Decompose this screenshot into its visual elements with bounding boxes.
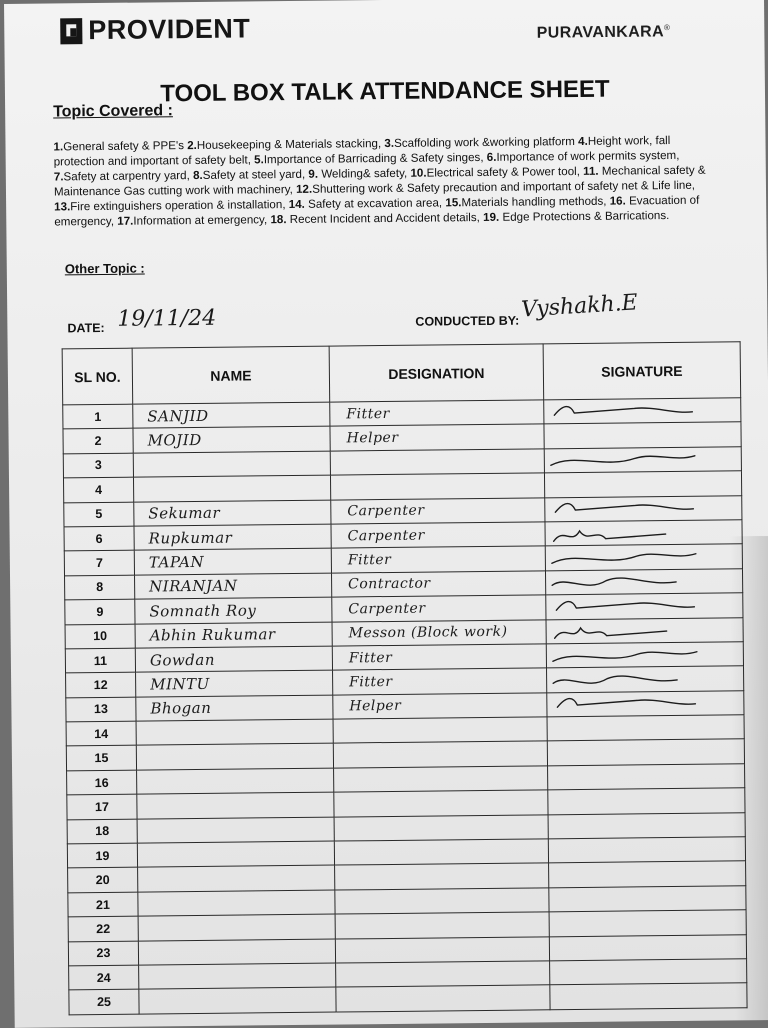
topic-number: 15. [445,196,462,210]
sl-no-cell: 22 [68,916,138,941]
signature-stroke [556,600,694,610]
topic-number: 14. [288,198,305,212]
signature-cell [548,764,745,790]
signature-stroke [555,627,667,638]
topic-text: Fire extinguishers operation & installation, [70,198,289,214]
signature-cell [547,666,744,692]
signature-stroke [557,698,695,708]
topic-number: 10. [410,166,427,180]
topic-number: 13. [54,200,71,214]
sl-no-cell: 11 [65,648,135,673]
signature-cell [545,495,742,521]
name-cell [133,451,330,477]
designation-cell [335,863,549,890]
topic-text: Recent Incident and Accident details, [286,211,484,227]
topic-text: Evacuation of emergency, [54,194,700,229]
signature-cell [545,520,742,546]
sl-no-cell: 25 [69,989,139,1014]
designation-cell: Contractor [331,571,545,598]
name-cell: MOJID [133,426,330,452]
handwritten-signature [545,497,705,521]
puravankara-logo [537,23,671,43]
signature-cell [550,959,747,985]
name-cell: NIRANJAN [135,573,332,599]
sl-no-cell: 18 [67,819,137,844]
topic-text: Safety at excavation area, [304,196,446,212]
name-cell [138,865,335,891]
signature-cell [547,690,744,716]
name-cell [138,939,335,965]
signature-cell [545,544,742,570]
name-cell [137,817,334,843]
date-label: DATE: [67,320,105,336]
designation-cell [334,839,548,866]
topics-heading: Topic Covered : [53,102,173,121]
name-cell: Gowdan [135,646,332,672]
designation-cell: Fitter [330,400,544,427]
topic-text: Safety at steel yard, [202,167,309,183]
sl-no-cell: 6 [64,526,134,551]
designation-cell [336,985,550,1012]
signature-cell [550,983,747,1009]
designation-cell [333,741,547,768]
name-cell [137,792,334,818]
signature-stroke [553,651,697,661]
sl-no-cell: 13 [66,697,136,722]
designation-cell [334,814,548,841]
name-cell [136,744,333,770]
designation-cell: Carpenter [331,497,545,524]
topic-text: Materials handling methods, [461,195,610,210]
signature-cell [544,447,741,473]
sl-no-cell: 20 [68,868,138,893]
sl-no-cell: 2 [63,429,133,454]
name-cell [137,841,334,867]
name-cell: Somnath Roy [135,597,332,623]
other-topic-label: Other Topic : [64,260,145,277]
topic-number: 2. [187,138,197,153]
designation-cell: Carpenter [332,595,546,622]
name-cell [137,768,334,794]
provident-logo-text: PROVIDENT [88,13,251,46]
designation-cell [335,888,549,915]
sl-no-cell: 21 [68,892,138,917]
topic-text: Height work, fall protection and important of safety belt, [53,134,671,169]
puravankara-logo-text: PURAVANKARA [536,23,665,42]
topic-text: Housekeeping & Materials stacking, [196,137,385,152]
attendance-table [62,341,748,1015]
name-cell: MINTU [136,670,333,696]
designation-cell: Carpenter [331,522,545,549]
designation-cell [334,766,548,793]
sl-no-cell: 7 [64,550,134,575]
topic-text: General safety & PPE's [63,139,188,154]
header-designation: DESIGNATION [329,344,544,402]
signature-stroke [553,675,677,683]
sl-no-cell: 12 [66,672,136,697]
name-cell: TAPAN [134,548,331,574]
topic-number: 1. [53,140,64,154]
signature-stroke [552,554,696,564]
signature-cell [548,812,745,838]
signature-cell [549,910,746,936]
handwritten-signature [547,643,707,667]
handwritten-signature [545,448,705,472]
designation-cell [335,912,549,939]
signature-cell [544,471,741,497]
topic-number: 18. [270,213,287,227]
signature-cell [545,569,742,595]
conducted-by-value: Vyshakh.E [520,290,639,323]
signature-cell [546,617,743,643]
signature-cell [549,886,746,912]
topic-text: Scaffolding work &working platform [393,134,579,150]
sl-no-cell: 9 [65,599,135,624]
name-cell: SANJID [133,402,330,428]
designation-cell: Fitter [331,546,545,573]
sl-no-cell: 14 [66,721,136,746]
signature-cell [549,934,746,960]
designation-cell [335,936,549,963]
sl-no-cell: 3 [63,453,133,478]
signature-cell [546,642,743,668]
topic-number: 11. [583,164,599,179]
name-cell [139,963,336,989]
topics-list [53,132,722,230]
name-cell [139,987,336,1013]
conducted-by-label: CONDUCTED BY: [415,313,520,329]
name-cell: Bhogan [136,695,333,721]
designation-cell: Fitter [333,668,547,695]
topic-text: Information at emergency, [133,213,271,229]
header-signature: SIGNATURE [543,342,741,400]
topic-text: Safety at carpentry yard, [63,169,194,184]
provident-logo [60,13,250,46]
topic-number: 6. [486,150,497,165]
topic-text: Welding& safety, [317,166,411,181]
sl-no-cell: 10 [65,624,135,649]
name-cell: Rupkumar [134,524,331,550]
topic-text: Shuttering work & Safety precaution and important of safety net & Life line, [312,179,696,197]
sl-no-cell: 4 [63,477,133,502]
name-cell [138,914,335,940]
handwritten-signature [547,692,707,716]
topic-number: 4. [578,134,588,148]
handwritten-signature [547,619,707,643]
designation-cell: Messon (Block work) [332,619,546,646]
signature-cell [547,739,744,765]
provident-logo-icon [60,18,82,44]
topic-text: Edge Protections & Barrications. [499,209,670,225]
sl-no-cell: 16 [67,770,137,795]
name-cell [138,890,335,916]
topic-text: Electrical safety & Power tool, [426,165,584,180]
attendance-sheet [4,0,768,1028]
handwritten-signature [546,594,706,618]
designation-cell [330,473,544,500]
signature-cell [544,422,741,448]
signature-stroke [554,405,692,415]
topic-number: 9. [308,167,319,181]
name-cell: Sekumar [134,500,331,526]
designation-cell [333,717,547,744]
attendance-rows [63,398,747,1015]
sl-no-cell: 17 [67,794,137,819]
sl-no-cell: 19 [67,843,137,868]
topic-number: 7. [53,170,64,184]
handwritten-signature [545,521,705,545]
signature-stroke [552,578,676,586]
designation-cell: Helper [333,693,547,720]
sheet-title: TOOL BOX TALK ATTENDANCE SHEET [160,75,610,108]
designation-cell: Fitter [332,644,546,671]
name-cell: Abhin Rukumar [135,622,332,648]
handwritten-signature [546,546,706,570]
designation-cell [334,790,548,817]
registered-mark: ® [663,23,671,33]
table-header-row [62,342,741,405]
sl-no-cell: 8 [65,575,135,600]
designation-cell [330,449,544,476]
name-cell [133,475,330,501]
handwritten-signature [547,668,707,692]
designation-cell [336,961,550,988]
designation-cell: Helper [330,424,544,451]
signature-cell [549,861,746,887]
topic-number: 3. [384,136,395,151]
topic-text: Mechanical safety & Maintenance Gas cutting work with machinery, [53,163,706,199]
signature-cell [547,715,744,741]
signature-cell [548,788,745,814]
topic-text: Importance of Barricading & Safety singes, [263,151,487,167]
topic-number: 19. [483,211,500,225]
sl-no-cell: 23 [68,941,138,966]
handwritten-signature [546,570,706,594]
topic-number: 17. [117,215,134,229]
header-sl-no: SL NO. [62,348,133,405]
sl-no-cell: 24 [69,965,139,990]
handwritten-signature [544,399,704,423]
sl-no-cell: 15 [66,746,136,771]
topic-number: 8. [192,169,203,183]
signature-stroke [554,530,666,541]
topic-number: 16. [609,194,626,209]
sl-no-cell: 5 [64,502,134,527]
signature-cell [548,837,745,863]
header-name: NAME [132,346,330,404]
signature-stroke [555,503,693,513]
signature-cell [546,593,743,619]
topic-number: 5. [254,153,264,167]
signature-stroke [551,456,695,466]
name-cell [136,719,333,745]
sl-no-cell: 1 [63,404,133,429]
topic-text: Importance of work permits system, [496,149,680,164]
signature-cell [544,398,741,424]
topic-number: 12. [295,183,313,197]
date-value: 19/11/24 [117,305,217,332]
